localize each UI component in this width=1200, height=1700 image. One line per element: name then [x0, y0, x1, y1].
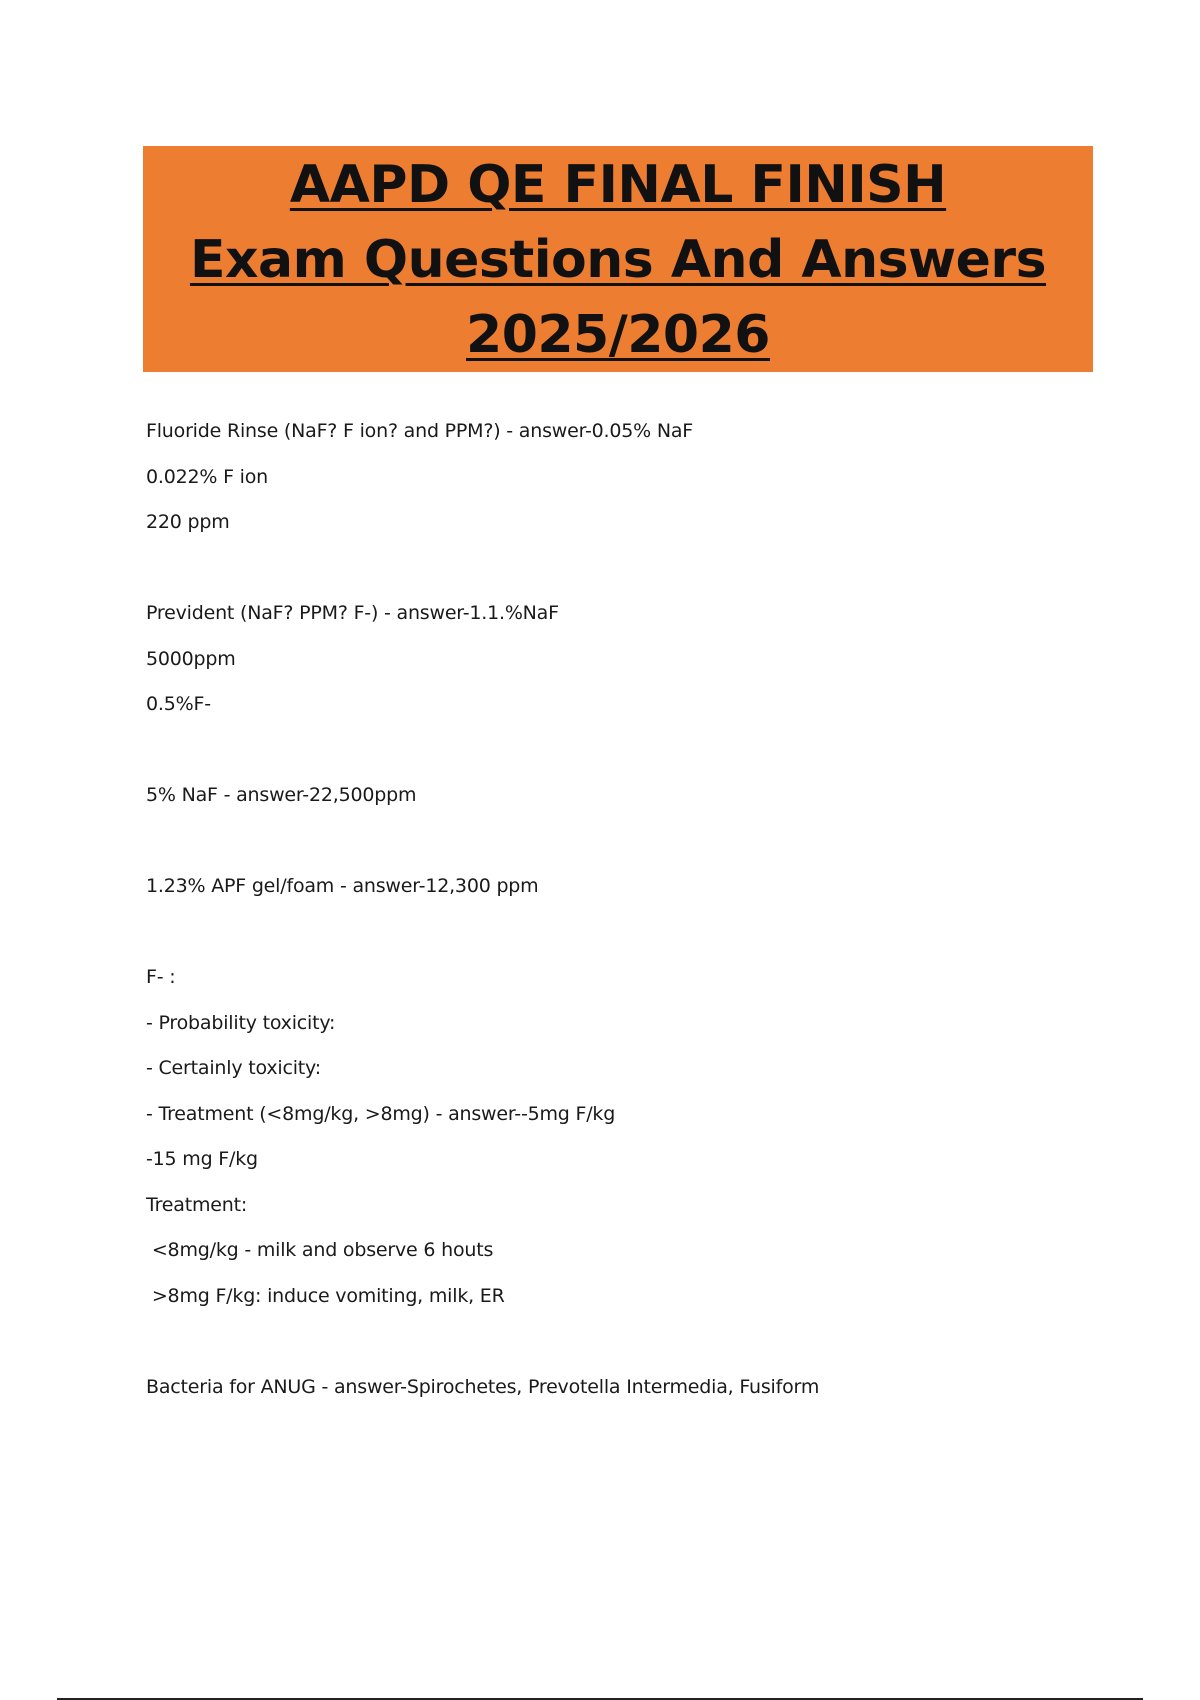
- qa-block-anug-bacteria: [146, 1370, 1106, 1416]
- question-line: Fluoride Rinse (NaF? F ion? and PPM?) - answer-0.05% NaF: [146, 420, 694, 442]
- qa-block-prevident: [146, 596, 1106, 733]
- answer-line: 220 ppm: [146, 511, 230, 533]
- answer-line: 5000ppm: [146, 647, 236, 670]
- answer-line: 0.5%F-: [146, 693, 211, 715]
- answer-line: Treatment:: [146, 1193, 248, 1216]
- question-line: - Treatment (<8mg/kg, >8mg) - answer--5mg F/kg: [146, 1102, 616, 1125]
- qa-block-5-percent-naf: [146, 778, 1106, 824]
- question-line: Prevident (NaF? PPM? F-) - answer-1.1.%NaF: [146, 602, 559, 624]
- question-line: - Probability toxicity:: [146, 1011, 336, 1034]
- block-spacer: [146, 733, 1106, 779]
- answer-line: >8mg F/kg: induce vomiting, milk, ER: [146, 1284, 505, 1307]
- qa-block-fluoride-rinse: [146, 414, 1106, 551]
- question-line: Bacteria for ANUG - answer-Spirochetes, Prevotella Intermedia, Fusiform: [146, 1375, 820, 1398]
- question-line: F- :: [146, 966, 176, 988]
- block-spacer: [146, 824, 1106, 870]
- document-body: [146, 414, 1106, 1415]
- answer-line: <8mg/kg - milk and observe 6 houts: [146, 1239, 494, 1261]
- block-spacer: [146, 551, 1106, 597]
- block-spacer: [146, 1324, 1106, 1370]
- block-spacer: [146, 915, 1106, 961]
- document-title-line-3: 2025/2026: [466, 304, 770, 365]
- document-title-line-2: Exam Questions And Answers: [189, 229, 1047, 290]
- answer-line: -15 mg F/kg: [146, 1148, 258, 1170]
- question-line: - Certainly toxicity:: [146, 1057, 321, 1079]
- answer-line: 0.022% F ion: [146, 465, 268, 488]
- title-banner: [143, 146, 1093, 372]
- document-title-line-1: AAPD QE FINAL FINISH: [289, 154, 947, 215]
- qa-block-apf-gel: [146, 869, 1106, 915]
- question-line: 5% NaF - answer-22,500ppm: [146, 784, 417, 806]
- qa-block-fluoride-toxicity: [146, 960, 1106, 1324]
- question-line: 1.23% APF gel/foam - answer-12,300 ppm: [146, 875, 539, 897]
